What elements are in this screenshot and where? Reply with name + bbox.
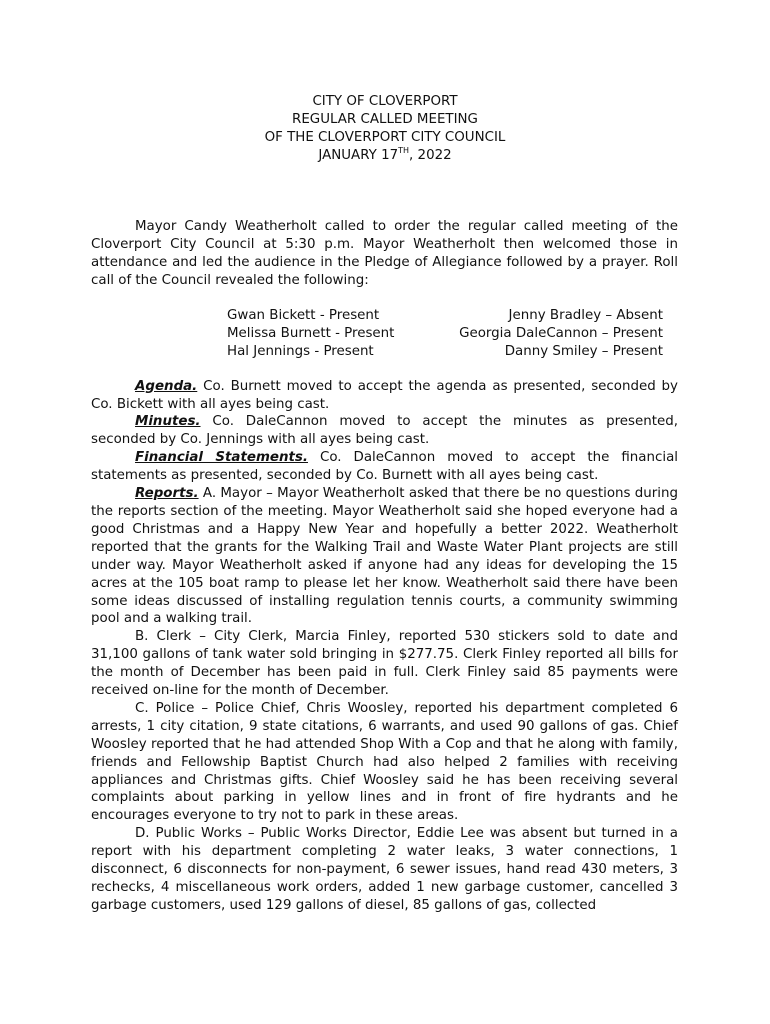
roll-call-row: [227, 325, 663, 343]
intro-paragraph: Mayor Candy Weatherholt called to order the regular called meeting of the Cloverport City Council at 5:30 p.m. Mayor Weatherholt then welcomed those in attendance and led the audience in the Pledge of Allegiance followed by a prayer. Roll call of the Council revealed the following:: [91, 219, 678, 288]
agenda-heading: Agenda.: [135, 378, 198, 394]
minutes-heading: Minutes.: [135, 414, 201, 430]
reports-mayor-paragraph: Reports. A. Mayor – Mayor Weatherholt asked that there be no questions during the reports section of the meeting. Mayor Weatherholt said she hoped everyone had a good Christmas and a Happy New Year and hopefully a better 2022. Weatherholt reported that the grants for the Walking Trail and Waste Water Plant projects are still under way. Mayor Weatherholt asked if anyone had any ideas for developing the 15 acres at the 105 boat ramp to please let her know. Weatherholt said there have been some ideas discussed of installing regulation tennis courts, a community swimming pool and a walking trail.: [91, 486, 678, 627]
reports-public-works-paragraph: D. Public Works – Public Works Director, Eddie Lee was absent but turned in a report with his department completing 2 water leaks, 3 water connections, 1 disconnect, 6 disconnects for non-payment, 6 sewer issues, hand read 430 meters, 3 rechecks, 4 miscellaneous work orders, added 1 new garbage customer, cancelled 3 garbage customers, used 129 gallons of diesel, 85 gallons of gas, collected: [91, 826, 678, 913]
council-member: Melissa Burnett - Present: [227, 325, 395, 341]
financial-heading: Financial Statements.: [135, 450, 308, 466]
meeting-date: JANUARY 17TH, 2022: [318, 146, 452, 163]
document-body: [91, 218, 678, 915]
reports-clerk-paragraph: B. Clerk – City Clerk, Marcia Finley, reported 530 stickers sold to date and 31,100 gallons of tank water sold bringing in $277.75. Clerk Finley reported all bills for the month of December has been paid in full. Clerk Finley said 85 payments were received on-line for the month of December.: [91, 629, 678, 699]
council-member: Georgia DaleCannon – Present: [459, 325, 663, 341]
reports-heading: Reports.: [135, 486, 199, 502]
roll-call-row: [227, 343, 663, 361]
roll-call-row: [227, 307, 663, 325]
document-header: [0, 93, 770, 165]
financial-paragraph: Financial Statements. Co. DaleCannon moved to accept the financial statements as presented, seconded by Co. Burnett with all ayes being cast.: [91, 450, 679, 484]
council-name: OF THE CLOVERPORT CITY COUNCIL: [264, 130, 506, 145]
agenda-paragraph: Agenda. Co. Burnett moved to accept the agenda as presented, seconded by Co. Bickett with all ayes being cast.: [91, 378, 678, 412]
city-title: CITY OF CLOVERPORT: [312, 94, 458, 109]
council-member: Jenny Bradley – Absent: [508, 307, 663, 323]
meeting-type: REGULAR CALLED MEETING: [292, 112, 478, 127]
reports-police-paragraph: C. Police – Police Chief, Chris Woosley, reported his department completed 6 arrests, 1 city citation, 9 state citations, 6 warrants, and used 90 gallons of gas. Chief Woosley reported that he had attended Shop With a Cop and that he along with family, friends and Fellowship Baptist Church had also helped 2 families with receiving appliances and Christmas gifts. Chief Woosley said he has been receiving several complaints about parking in yellow lines and in front of fire hydrants and he encourages everyone to try not to park in these areas.: [91, 700, 678, 824]
council-member: Danny Smiley – Present: [504, 343, 663, 359]
council-member: Hal Jennings - Present: [227, 343, 374, 359]
minutes-paragraph: Minutes. Co. DaleCannon moved to accept the minutes as presented, seconded by Co. Jennings with all ayes being cast.: [91, 414, 678, 448]
roll-call: [227, 307, 663, 361]
council-member: Gwan Bickett - Present: [227, 307, 380, 323]
